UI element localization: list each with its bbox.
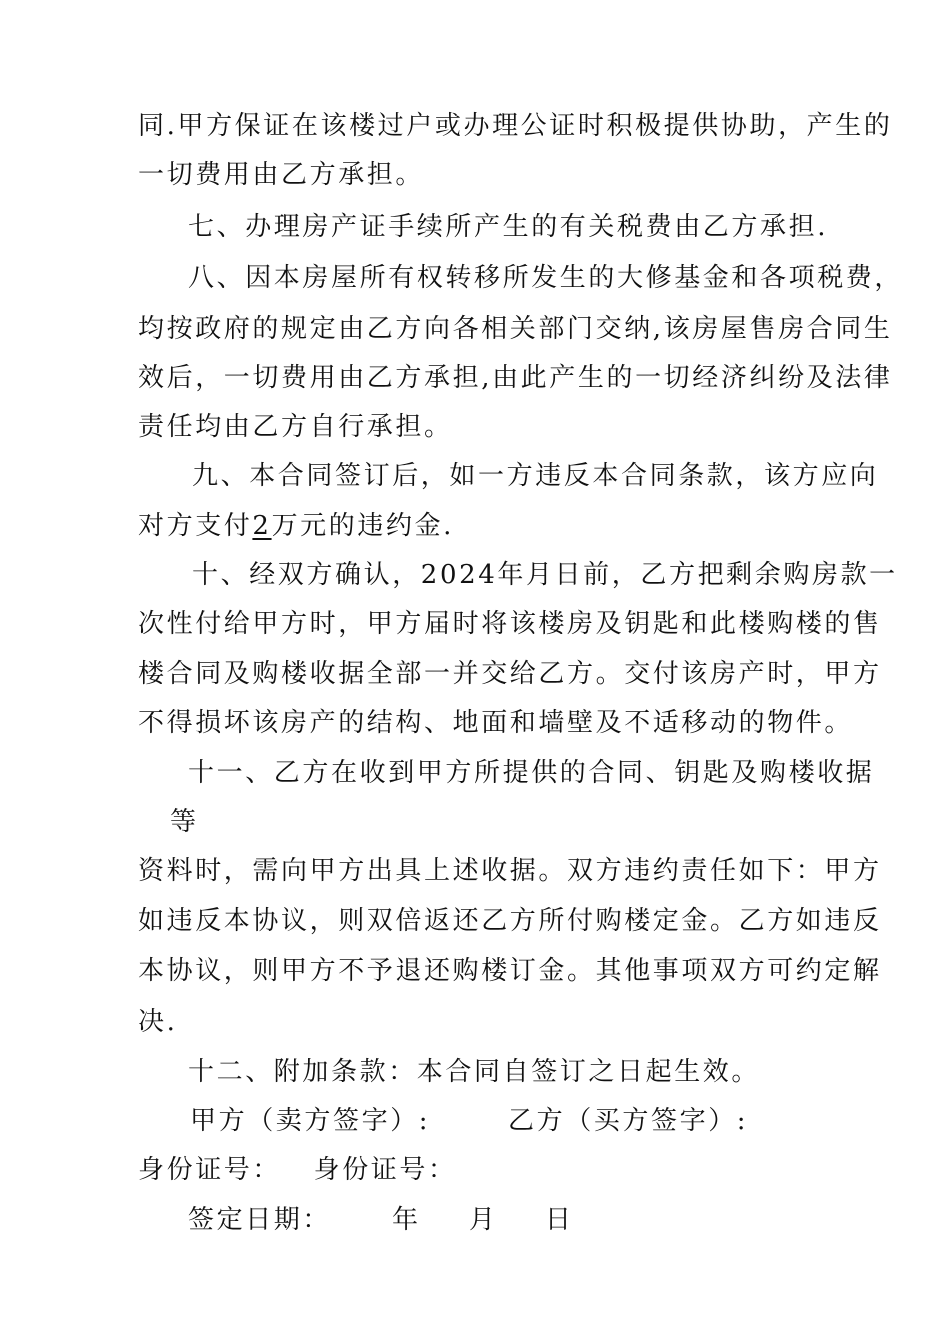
clause-9-line-1: 九、本合同签订后，如一方违反本合同条款，该方应向 bbox=[192, 461, 879, 491]
paragraph-6-line-1: 同.甲方保证在该楼过户或办理公证时积极提供协助，产生的 bbox=[138, 111, 893, 141]
clause-9-line-2 bbox=[138, 510, 454, 542]
date-month-label: 月 bbox=[469, 1205, 498, 1235]
party-a-signature-label: 甲方（卖方签字）: bbox=[190, 1106, 431, 1136]
clause-9-text-after: 万元的违约金. bbox=[271, 511, 455, 541]
clause-11-line-1: 十一、乙方在收到甲方所提供的合同、钥匙及购楼收据 bbox=[188, 758, 875, 788]
clause-10-line-1: 十、经双方确认，2024年月日前，乙方把剩余购房款一 bbox=[192, 560, 898, 590]
id-number-labels: 身份证号： 身份证号： bbox=[138, 1155, 457, 1185]
paragraph-6-line-2: 一切费用由乙方承担。 bbox=[138, 160, 425, 190]
clause-12: 十二、附加条款：本合同自签订之日起生效。 bbox=[188, 1057, 761, 1087]
clause-11-line-6: 决. bbox=[138, 1007, 178, 1037]
date-day-label: 日 bbox=[545, 1205, 574, 1235]
clause-10-line-4: 不得损坏该房产的结构、地面和墙壁及不适移动的物件。 bbox=[138, 708, 854, 738]
clause-8-line-2: 均按政府的规定由乙方向各相关部门交纳,该房屋售房合同生 bbox=[138, 314, 893, 344]
clause-8-line-4: 责任均由乙方自行承担。 bbox=[138, 412, 453, 442]
clause-10-line-3: 楼合同及购楼收据全部一并交给乙方。交付该房产时，甲方 bbox=[138, 659, 882, 689]
clause-7: 七、办理房产证手续所产生的有关税费由乙方承担. bbox=[188, 212, 829, 242]
penalty-amount: 2 bbox=[252, 511, 272, 541]
clause-11-line-2: 等 bbox=[170, 807, 199, 837]
clause-11-line-5: 本协议，则甲方不予退还购楼订金。其他事项双方可约定解 bbox=[138, 956, 882, 986]
clause-11-line-4: 如违反本协议，则双倍返还乙方所付购楼定金。乙方如违反 bbox=[138, 906, 882, 936]
clause-8-line-1: 八、因本房屋所有权转移所发生的大修基金和各项税费， bbox=[188, 263, 904, 293]
signing-date-label: 签定日期： bbox=[188, 1205, 332, 1235]
date-year-label: 年 bbox=[392, 1205, 421, 1235]
clause-11-line-3: 资料时，需向甲方出具上述收据。双方违约责任如下：甲方 bbox=[138, 856, 882, 886]
party-b-signature-label: 乙方（买方签字）: bbox=[508, 1106, 749, 1136]
clause-8-line-3: 效后，一切费用由乙方承担,由此产生的一切经济纠纷及法律 bbox=[138, 363, 893, 393]
clause-10-line-2: 次性付给甲方时，甲方届时将该楼房及钥匙和此楼购楼的售 bbox=[138, 609, 882, 639]
clause-9-text-before: 对方支付 bbox=[138, 511, 253, 541]
